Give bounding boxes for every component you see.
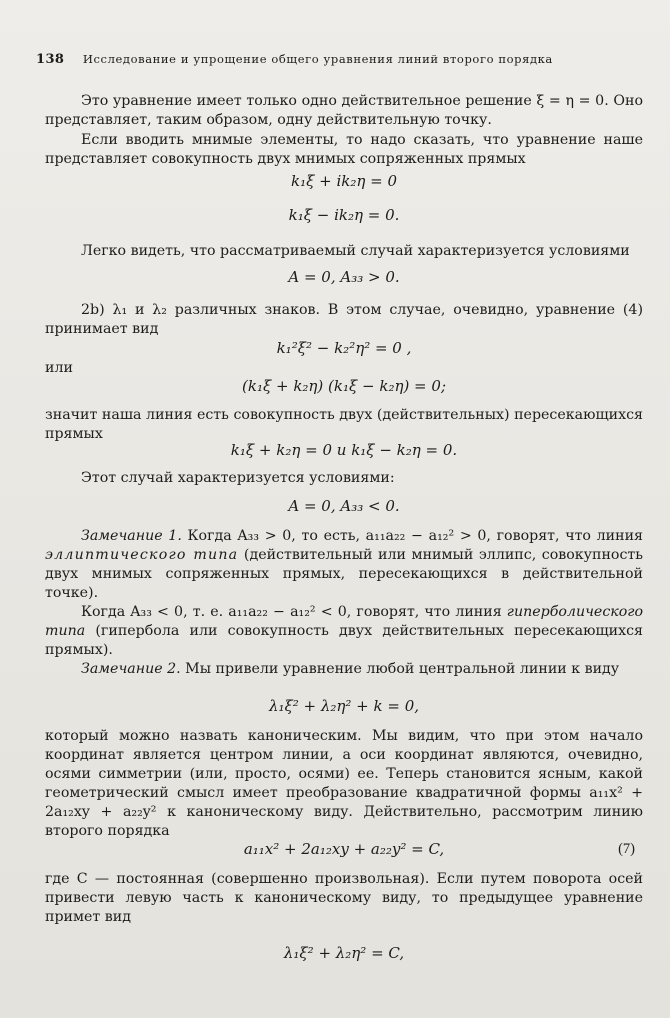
page-number: 138 xyxy=(36,52,65,67)
equation-conditions-2: A = 0, A₃₃ < 0. xyxy=(288,497,400,515)
remark-1-heading: Замечание 1. xyxy=(81,528,182,544)
term-elliptic-type: эллиптического типа xyxy=(45,547,239,563)
page-header xyxy=(36,52,636,67)
equation-factored: (k₁ξ + k₂η) (k₁ξ − k₂η) = 0; xyxy=(242,377,446,395)
paragraph-case-conditions: Этот случай характеризуется условиями: xyxy=(81,470,395,486)
equation-7: a₁₁x² + 2a₁₂xy + a₂₂y² = C, xyxy=(243,840,445,858)
remark-2-heading: Замечание 2. xyxy=(81,661,181,677)
paragraph-conditions-intro: Легко видеть, что рассматриваемый случай характеризуется условиями xyxy=(81,243,630,259)
word-or: или xyxy=(45,360,73,376)
hyperbolic-text: Когда A₃₃ < 0, т. е. a₁₁a₂₂ − a₁₂² < 0, говорят, что линия xyxy=(81,604,507,620)
paragraph-real-solution: Это уравнение имеет только одно действительное решение ξ = η = 0. Оно представляет, таким образом, одну действительную точку. xyxy=(45,93,643,128)
equation-rotated: λ₁ξ² + λ₂η² = C, xyxy=(283,944,405,962)
equation-canonical-form: λ₁ξ² + λ₂η² + k = 0, xyxy=(268,697,420,715)
remark-1-text: Когда A₃₃ > 0, то есть, a₁₁a₂₂ − a₁₂² > 0, говорят, что линия xyxy=(181,528,643,544)
term-hyperbolic-type: гиперболического типа xyxy=(45,604,643,639)
equation-conditions-1: A = 0, A₃₃ > 0. xyxy=(288,268,400,286)
paragraph-intersecting-lines: значит наша линия есть совокупность двух (действительных) пересекающихся прямых xyxy=(45,407,643,442)
paragraph-remark-1 xyxy=(45,527,643,603)
paragraph-rotation: где C — постоянная (совершенно произвольная). Если путем поворота осей привести левую часть к каноническому виду, то предыдущее уравнение примет вид xyxy=(45,871,643,925)
equation-line-2: k₁ξ − ik₂η = 0. xyxy=(288,206,400,224)
paragraph-canonical-meaning: который можно назвать каноническим. Мы видим, что при этом начало координат является центром линии, а оси координат являются, очевидно, осями симметрии (или, просто, осями) ее. Теперь становится ясным, какой геометрический смысл имеет преобразование квадратичной формы a₁₁x² + 2a₁₂xy + a₂₂y² к каноническому виду. Действительно, рассмотрим линию второго порядка xyxy=(45,728,643,839)
paragraph-hyperbolic xyxy=(45,603,643,660)
paragraph-imaginary-elements: Если вводить мнимые элементы, то надо сказать, что уравнение наше представляет совокупность двух мнимых сопряженных прямых xyxy=(45,132,643,167)
remark-1-text-end: (действительный или мнимый эллипс, совокупность двух мнимых сопряженных прямых, пересекающихся в действительной точке). xyxy=(45,547,643,601)
equation-number: (7) xyxy=(618,841,635,857)
equation-line-1: k₁ξ + ik₂η = 0 xyxy=(290,172,397,190)
equation-two-lines: k₁ξ + k₂η = 0 и k₁ξ − k₂η = 0. xyxy=(230,441,458,459)
remark-2-text: Мы привели уравнение любой центральной линии к виду xyxy=(180,661,620,677)
paragraph-remark-2 xyxy=(45,660,643,679)
hyperbolic-text-end: (гипербола или совокупность двух действительных пересекающихся прямых). xyxy=(45,623,643,658)
running-title: Исследование и упрощение общего уравнения линий второго порядка xyxy=(82,52,553,66)
paragraph-case-2b: 2b) λ₁ и λ₂ различных знаков. В этом случае, очевидно, уравнение (4) принимает вид xyxy=(45,302,643,337)
equation-difference-of-squares: k₁²ξ² − k₂²η² = 0 , xyxy=(276,339,412,357)
